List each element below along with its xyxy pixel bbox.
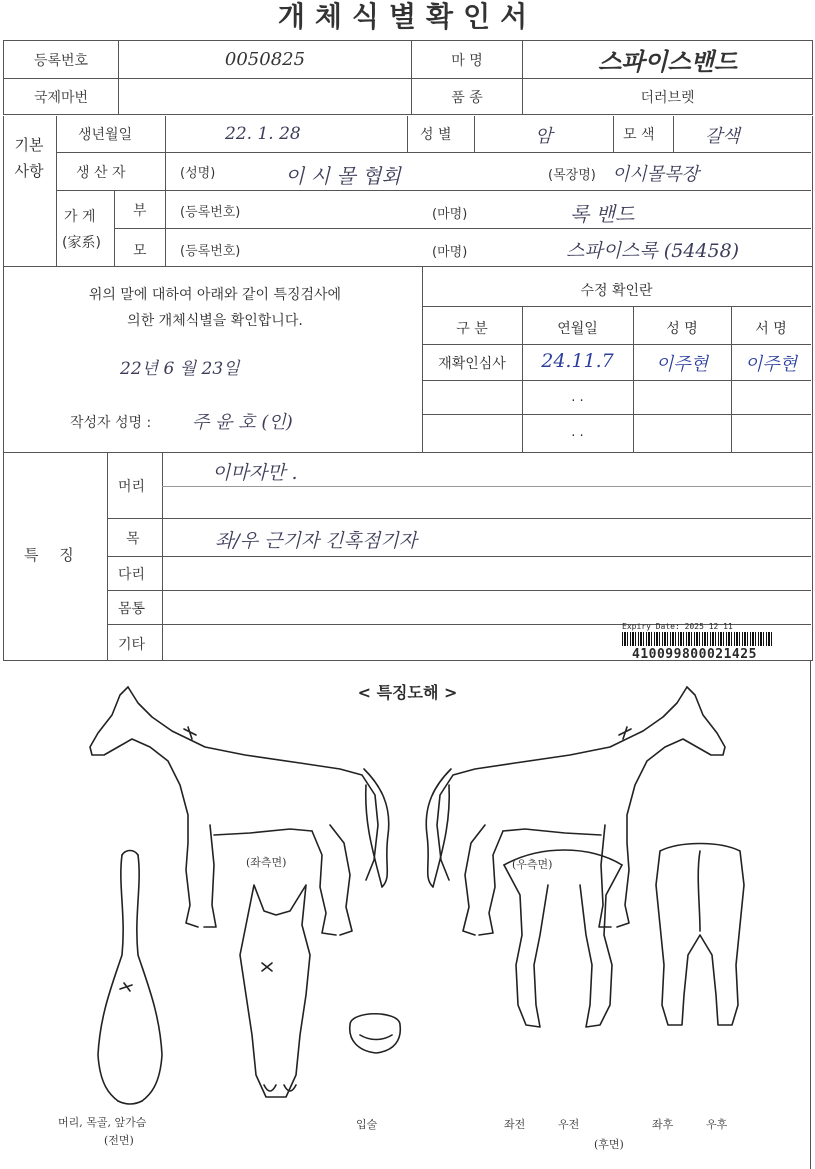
sire-label: 부 xyxy=(133,203,147,219)
dam-name-value: 스파이스록 (54458) xyxy=(566,240,740,262)
barcode-number: 410099800021425 xyxy=(632,647,757,662)
ranch-value: 이시몰목장 xyxy=(612,164,699,185)
statement-line-2: 의한 개체식별을 확인합니다. xyxy=(127,313,303,329)
sex-value: 암 xyxy=(535,126,553,147)
barcode xyxy=(622,632,772,646)
other-label: 기타 xyxy=(118,637,146,653)
left-side-caption: (좌측면) xyxy=(246,856,287,869)
author-signature: 주 윤 호 (인) xyxy=(192,412,293,433)
reg-no-value: 0050825 xyxy=(119,41,412,79)
lips-caption: 입술 xyxy=(356,1118,378,1131)
col-name: 성 명 xyxy=(666,321,698,337)
right-fore-caption: 우전 xyxy=(558,1118,580,1131)
confirmation-date: 22년 6 월 23일 xyxy=(120,359,240,379)
col-sign: 서 명 xyxy=(755,321,787,337)
dam-label: 모 xyxy=(133,243,147,259)
empty-date-2: . . xyxy=(571,425,584,440)
dam-name-label: (마명) xyxy=(432,245,468,260)
pedigree-label: 가 게 xyxy=(64,209,96,225)
recheck-label: 재확인심사 xyxy=(438,356,506,372)
label-intl-no: 국제마번 xyxy=(4,79,119,115)
front-label: (전면) xyxy=(104,1134,134,1147)
ranch-label: (목장명) xyxy=(548,168,596,183)
coat-value: 갈색 xyxy=(705,126,740,147)
breeder-name-label: (성명) xyxy=(180,166,216,181)
body-label: 몸통 xyxy=(118,601,146,617)
label-horse-name: 마 명 xyxy=(412,41,523,79)
left-hind-caption: 좌후 xyxy=(652,1118,674,1131)
neck-label: 목 xyxy=(126,531,140,547)
label-birth: 생년월일 xyxy=(78,127,133,143)
label-sex: 성 별 xyxy=(420,127,452,143)
label-reg-no: 등록번호 xyxy=(4,41,119,79)
diagram-title: < 특징도해 > xyxy=(357,683,458,702)
label-breed: 품 종 xyxy=(412,79,523,115)
head-front-outline xyxy=(240,885,310,1097)
expiry-text: Expiry Date: 2025 12 11 xyxy=(622,622,733,631)
label-breeder: 생 산 자 xyxy=(76,165,126,181)
birth-value: 22. 1. 28 xyxy=(225,124,301,144)
registration-table xyxy=(3,40,813,115)
label-coat: 모 색 xyxy=(623,127,655,143)
front-legs-outline xyxy=(504,850,622,1027)
lips-outline xyxy=(350,1014,401,1053)
head-label: 머리 xyxy=(118,479,146,495)
recheck-name: 이주현 xyxy=(655,354,709,375)
sire-reg-no-label: (등록번호) xyxy=(180,205,241,220)
empty-date-1: . . xyxy=(571,390,584,405)
rear-view-outline xyxy=(656,844,744,1026)
right-hind-caption: 우후 xyxy=(706,1118,728,1131)
neck-front-outline xyxy=(98,851,162,1105)
horse-name-value: 스파이스밴드 xyxy=(523,41,813,79)
neck-value: 좌/우 근기자 긴혹점기자 xyxy=(215,530,418,552)
recheck-sign: 이주현 xyxy=(744,354,798,375)
features-label: 특 징 xyxy=(24,546,82,564)
breeder-name-value: 이 시 몰 협회 xyxy=(285,164,401,188)
pedigree-hanja: (家系) xyxy=(62,235,101,251)
legs-label: 다리 xyxy=(118,567,146,583)
recheck-date: 24.11.7 xyxy=(541,350,614,372)
left-fore-caption: 좌전 xyxy=(504,1118,526,1131)
col-date: 연월일 xyxy=(557,321,598,337)
basic-section-label: 기본사항 xyxy=(14,136,44,180)
document-title: 개체식별확인서 xyxy=(277,0,538,33)
front-caption: 머리, 목골, 앞가슴 xyxy=(58,1116,147,1129)
sire-name-value: 록 밴드 xyxy=(570,202,635,226)
right-side-caption: (우측면) xyxy=(512,858,553,871)
author-label: 작성자 성명 : xyxy=(70,415,152,431)
breed-value: 더러브렛 xyxy=(523,79,813,115)
col-kind: 구 분 xyxy=(456,321,488,337)
head-value: 이마자만 . xyxy=(212,462,298,484)
dam-reg-no-label: (등록번호) xyxy=(180,244,241,259)
statement-line-1: 위의 말에 대하여 아래와 같이 특징검사에 xyxy=(88,287,342,303)
horse-diagram xyxy=(0,665,815,1165)
left-side-horse-outline xyxy=(90,687,389,935)
sire-name-label: (마명) xyxy=(432,207,468,222)
rear-label: (후면) xyxy=(594,1138,624,1151)
intl-no-value xyxy=(119,79,412,115)
revision-title: 수정 확인란 xyxy=(580,283,653,299)
right-side-horse-outline xyxy=(426,687,725,935)
right-border xyxy=(810,660,811,1169)
